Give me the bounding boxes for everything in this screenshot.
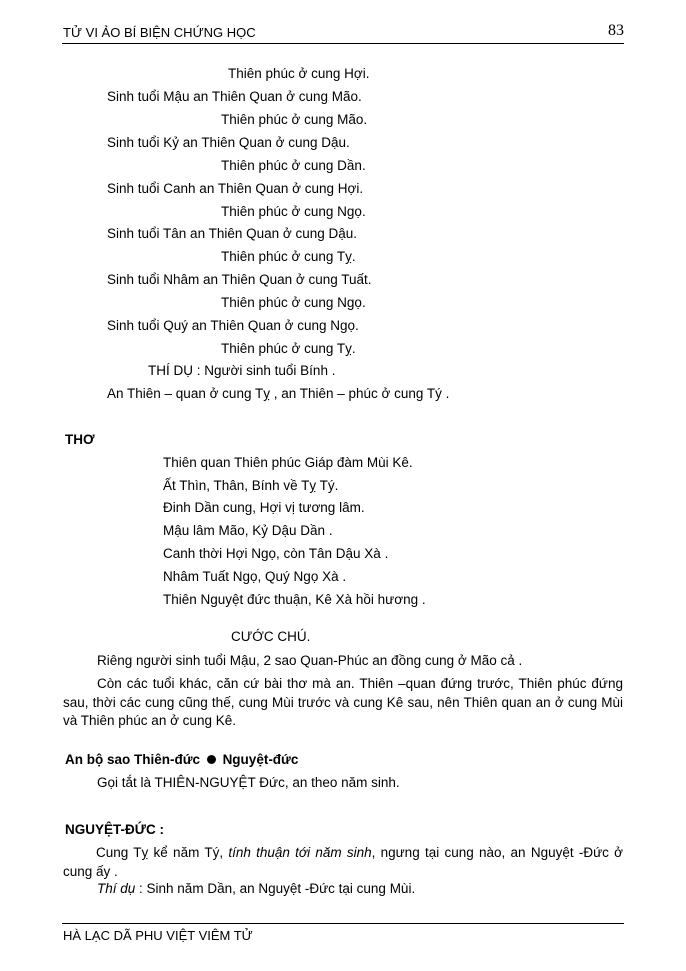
list-item: Thiên phúc ở cung Mão. [221,112,368,127]
subsection-heading: NGUYỆT-ĐỨC : [65,822,164,837]
page-header-title: TỬ VI ẢO BÍ BIỆN CHỨNG HỌC [63,25,256,40]
list-item: Sinh tuổi Mậu an Thiên Quan ở cung Mão. [107,89,362,104]
example-label: Thí dụ [97,881,136,896]
page-number: 83 [608,22,624,39]
page-footer: HÀ LẠC DÃ PHU VIỆT VIÊM TỬ [63,928,253,943]
list-item: Thiên phúc ở cung Hợi. [228,66,370,81]
list-item: Thiên phúc ở cung Ngọ. [221,204,366,219]
list-item: Thiên phúc ở cung Tỵ. [221,341,356,356]
example-line: THÍ DỤ : Người sinh tuổi Bính . [148,363,336,378]
subsection-paragraph [63,844,623,881]
section-heading-part2: Nguyệt-đức [222,752,299,767]
notes-paragraph: Còn các tuổi khác, căn cứ bài thơ mà an. Thiên –quan đứng trước, Thiên phúc đứng sau, thời các cung cũng thế, cung Mùi trước và cung Kê sau, nên Thiên quan an ở cung Mùi và Thiên phúc an ở cung Kê. [63,676,623,728]
poem-line: Nhâm Tuất Ngọ, Quý Ngọ Xà . [163,569,347,584]
black-circle-bullet-icon [207,755,216,764]
poem-line: Thiên Nguyệt đức thuận, Kê Xà hồi hương . [163,592,426,607]
example-text: : Sinh năm Dần, an Nguyệt -Đức tại cung Mùi. [135,881,416,896]
poem-line: Thiên quan Thiên phúc Giáp đàm Mùi Kê. [163,455,413,470]
list-item: Thiên phúc ở cung Ngọ. [221,295,366,310]
poem-line: Canh thời Hợi Ngọ, còn Tân Dậu Xà . [163,546,389,561]
list-item: Sinh tuổi Quý an Thiên Quan ở cung Ngọ. [107,318,359,333]
section-heading [65,752,298,767]
list-item: Thiên phúc ở cung Tỵ. [221,249,356,264]
footer-rule [62,923,624,924]
section-text: Gọi tắt là THIÊN-NGUYỆT Đức, an theo năm sinh. [97,775,400,790]
paragraph-text: , ngưng tại cung nào, an Nguyệt -Đức ở cung ấy . [63,845,623,879]
list-item: Sinh tuổi Nhâm an Thiên Quan ở cung Tuất. [107,272,372,287]
poem-line: Đinh Dần cung, Hợi vị tương lâm. [163,500,365,515]
header-rule [62,43,624,44]
paragraph-text: Cung Tỵ kể năm Tý, [96,845,229,860]
poem-line: Ất Thìn, Thân, Bính về Tỵ Tý. [163,478,339,493]
section-heading-part1: An bộ sao Thiên-đức [65,752,201,767]
list-item: Sinh tuổi Kỷ an Thiên Quan ở cung Dậu. [107,135,350,150]
list-item: Thiên phúc ở cung Dần. [221,158,366,173]
list-item: Sinh tuổi Tân an Thiên Quan ở cung Dậu. [107,226,358,241]
list-item: Sinh tuổi Canh an Thiên Quan ở cung Hợi. [107,181,364,196]
poem-heading: THƠ [65,432,95,447]
example-result-line: An Thiên – quan ở cung Tỵ , an Thiên – phúc ở cung Tý . [107,386,450,401]
poem-line: Mậu lâm Mão, Kỷ Dậu Dần . [163,523,333,538]
notes-paragraph: Riêng người sinh tuổi Mậu, 2 sao Quan-Phúc an đồng cung ở Mão cả . [97,653,523,668]
paragraph-italic-text: tính thuận tới năm sinh [228,845,372,860]
notes-heading: CƯỚC CHÚ. [231,629,311,644]
example-paragraph [97,881,415,896]
